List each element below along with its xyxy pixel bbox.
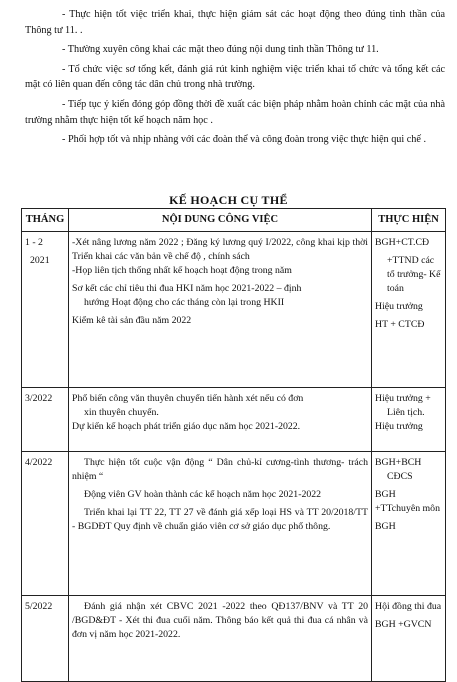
exec-line: BGH+CT.CĐ [375,237,430,248]
content-line: Dự kiến kế hoạch phát triển giáo dục năm học 2021-2022. [72,421,301,432]
table-header-row [22,209,446,232]
content-line: xin thuyên chuyển. [84,407,159,418]
month-cell [22,232,69,388]
exec-line: HT + CTCĐ [375,319,425,330]
content-cell [69,596,372,682]
exec-line: BGH +TTchuyên môn [375,489,440,514]
exec-cell [372,596,446,682]
content-line: -Họp liên tịch thống nhất kế hoạch hoạt động trong năm [72,265,292,276]
exec-line: +TTND các tổ trưởng- Kế toán [387,255,441,294]
exec-line: Hiệu trưởng + [375,393,431,404]
bullet-item: - Tổ chức việc sơ tổng kết, đánh giá rút kinh nghiệm việc triển khai tổ chức và tổng kết các mặt có liên quan đến công tác dân chủ trong nhà trường. [25,63,445,91]
header-exec: THỰC HIỆN [372,209,446,232]
exec-line: Hiệu trưởng [375,301,423,312]
month-label: 3/2022 [25,393,53,404]
exec-line: BGH +GVCN [375,619,432,630]
content-cell [69,388,372,452]
table-row [22,388,446,452]
month-label: 1 - 2 [25,237,43,248]
exec-line: Liên tịch. [387,407,425,418]
content-cell [69,232,372,388]
month-cell [22,596,69,682]
bullet-item: - Thực hiện tốt việc triển khai, thực hiện giám sát các hoạt động theo đúng tinh thần của Thông tư 11. . [25,9,445,36]
bullet-item: - Thường xuyên công khai các mặt theo đúng nội dung tinh thần Thông tư 11. [62,44,379,56]
table-row [22,452,446,596]
month-label: 5/2022 [25,601,53,612]
content-line: Thực hiện tốt cuộc vận động “ Dân chủ-kỉ cương-tình thương- trách nhiệm “ [72,457,368,482]
exec-line: Hiệu trưởng [375,421,423,432]
content-line: Triển khai lại TT 22, TT 27 về đánh giá xếp loại HS và TT 20/2018/TT - BGDĐT Quy định về chuẩn giáo viên cơ sở giáo dục phổ thông. [72,507,368,532]
exec-cell [372,452,446,596]
exec-line: BGH+BCH [375,457,422,468]
table-row [22,232,446,388]
month-cell [22,452,69,596]
header-content: NỘI DUNG CÔNG VIỆC [69,209,372,232]
month-label: 4/2022 [25,457,53,468]
content-line: -Xét nâng lương năm 2022 ; Đăng ký lương quý I/2022, công khai kịp thời Triển khai các văn bản về chế độ , chính sách [72,237,368,262]
exec-line: CĐCS [387,471,413,482]
content-line: Đánh giá nhận xét CBVC 2021 -2022 theo QĐ137/BNV và TT 20 /BGD&ĐT - Xét thi đua cuối năm. Thông báo kết quả thi đua cá nhân và đơn vị năm học 2021-2022. [72,601,368,640]
content-line: Động viên GV hoàn thành các kế hoạch năm học 2021-2022 [84,489,322,500]
content-line: hướng Hoạt động cho các tháng còn lại trong HKII [84,297,285,308]
bullet-item: - Tiếp tục ý kiến đóng góp đồng thời đề xuất các biện pháp nhằm hoàn chỉnh các mặt của nhà trường nhằm thực hiện tốt kế hoạch năm học . [25,98,445,126]
content-cell [69,452,372,596]
exec-line: BGH [375,521,396,532]
plan-title: KẾ HOẠCH CỤ THỂ [169,193,288,207]
year-label: 2021 [30,255,50,266]
exec-line: Hội đồng thi đua [375,601,442,612]
content-line: Phổ biến công văn thuyên chuyển tiến hành xét nếu có đơn [72,393,304,404]
content-line: Sơ kết các chỉ tiêu thi đua HKI năm học 2021-2022 – định [72,283,302,294]
bullet-item: - Phối hợp tốt và nhịp nhàng với các đoàn thể và công đoàn trong việc thực hiện qui chế . [62,134,426,146]
plan-table [21,208,446,682]
month-cell [22,388,69,452]
bullet-list [25,7,445,152]
content-line: Kiểm kê tài sản đầu năm 2022 [72,315,192,326]
exec-cell [372,388,446,452]
table-row [22,596,446,682]
exec-cell [372,232,446,388]
header-month: THÁNG [22,209,69,232]
